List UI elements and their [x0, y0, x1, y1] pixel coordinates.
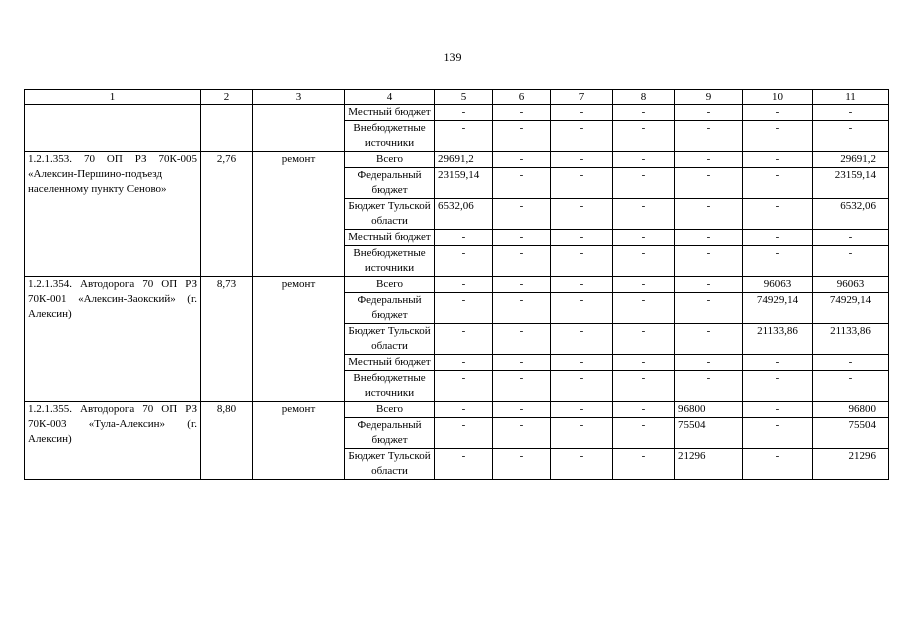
value-cell: -: [551, 105, 613, 121]
value-cell: -: [435, 355, 493, 371]
value-cell: -: [551, 418, 613, 449]
value-cell: -: [743, 121, 813, 152]
value-cell: -: [493, 402, 551, 418]
value-cell: -: [613, 168, 675, 199]
length-km: 8,73: [201, 277, 253, 402]
value-cell: 21296: [675, 449, 743, 480]
value-cell: -: [551, 121, 613, 152]
column-number: 10: [743, 90, 813, 105]
value-cell: -: [675, 355, 743, 371]
value-cell: -: [551, 449, 613, 480]
value-cell: -: [493, 121, 551, 152]
value-cell: -: [551, 199, 613, 230]
column-number: 1: [25, 90, 201, 105]
value-cell: -: [493, 418, 551, 449]
value-cell: -: [613, 402, 675, 418]
funding-source: Внебюджетные источники: [345, 246, 435, 277]
value-cell: -: [551, 246, 613, 277]
work-type: ремонт: [253, 402, 345, 480]
value-cell: 96063: [743, 277, 813, 293]
object-name: 1.2.1.354. Автодорога 70 ОП РЗ 70К-001 «Алексин-Заокский» (г. Алексин): [28, 278, 197, 320]
funding-source: Бюджет Тульской области: [345, 199, 435, 230]
value-cell: -: [551, 230, 613, 246]
work-type: ремонт: [253, 152, 345, 277]
value-cell: 21133,86: [743, 324, 813, 355]
value-cell: -: [613, 105, 675, 121]
value-cell: 6532,06: [813, 199, 889, 230]
value-cell: -: [435, 293, 493, 324]
value-cell: -: [613, 293, 675, 324]
value-cell: -: [613, 152, 675, 168]
value-cell: -: [743, 449, 813, 480]
value-cell: 6532,06: [435, 199, 493, 230]
value-cell: -: [493, 355, 551, 371]
funding-source: Федеральный бюджет: [345, 418, 435, 449]
value-cell: -: [613, 418, 675, 449]
value-cell: 21133,86: [813, 324, 889, 355]
funding-source: Бюджет Тульской области: [345, 449, 435, 480]
funding-source: Бюджет Тульской области: [345, 324, 435, 355]
value-cell: -: [813, 121, 889, 152]
value-cell: -: [493, 199, 551, 230]
value-cell: 74929,14: [743, 293, 813, 324]
work-cell-empty: [253, 105, 345, 152]
value-cell: -: [493, 449, 551, 480]
funding-source: Федеральный бюджет: [345, 168, 435, 199]
value-cell: -: [813, 355, 889, 371]
length-km: 2,76: [201, 152, 253, 277]
value-cell: -: [435, 371, 493, 402]
value-cell: -: [493, 152, 551, 168]
value-cell: -: [813, 246, 889, 277]
table-row: [25, 277, 889, 293]
value-cell: -: [435, 449, 493, 480]
object-name-cell: [25, 277, 201, 402]
value-cell: -: [613, 230, 675, 246]
object-name-cell: [25, 152, 201, 277]
value-cell: 96063: [813, 277, 889, 293]
value-cell: -: [551, 371, 613, 402]
length-cell-empty: [201, 105, 253, 152]
value-cell: -: [435, 402, 493, 418]
value-cell: -: [613, 277, 675, 293]
funding-source: Всего: [345, 402, 435, 418]
funding-source: Федеральный бюджет: [345, 293, 435, 324]
value-cell: -: [743, 230, 813, 246]
value-cell: -: [743, 371, 813, 402]
funding-source: Всего: [345, 152, 435, 168]
value-cell: 96800: [675, 402, 743, 418]
value-cell: -: [813, 371, 889, 402]
table-row: [25, 402, 889, 418]
value-cell: 75504: [675, 418, 743, 449]
value-cell: -: [493, 168, 551, 199]
page-number: 139: [443, 50, 462, 64]
value-cell: -: [551, 152, 613, 168]
column-number: 8: [613, 90, 675, 105]
value-cell: -: [813, 230, 889, 246]
value-cell: -: [675, 324, 743, 355]
value-cell: 29691,2: [813, 152, 889, 168]
value-cell: -: [813, 105, 889, 121]
value-cell: -: [675, 199, 743, 230]
table-row: [25, 152, 889, 168]
value-cell: -: [675, 293, 743, 324]
value-cell: -: [743, 418, 813, 449]
column-number: 3: [253, 90, 345, 105]
value-cell: -: [493, 277, 551, 293]
value-cell: -: [551, 277, 613, 293]
value-cell: 21296: [813, 449, 889, 480]
value-cell: -: [743, 199, 813, 230]
value-cell: -: [435, 246, 493, 277]
value-cell: -: [743, 152, 813, 168]
value-cell: 23159,14: [813, 168, 889, 199]
value-cell: -: [675, 152, 743, 168]
value-cell: -: [613, 449, 675, 480]
value-cell: -: [613, 246, 675, 277]
funding-source: Местный бюджет: [345, 230, 435, 246]
value-cell: -: [613, 355, 675, 371]
column-number: 5: [435, 90, 493, 105]
value-cell: -: [613, 371, 675, 402]
value-cell: -: [493, 230, 551, 246]
value-cell: -: [743, 168, 813, 199]
value-cell: -: [675, 121, 743, 152]
column-number: 6: [493, 90, 551, 105]
funding-source: Всего: [345, 277, 435, 293]
funding-source: Внебюджетные источники: [345, 121, 435, 152]
column-number: 7: [551, 90, 613, 105]
value-cell: -: [551, 402, 613, 418]
value-cell: -: [675, 105, 743, 121]
column-number-row: [25, 90, 889, 105]
value-cell: -: [675, 246, 743, 277]
value-cell: -: [435, 324, 493, 355]
value-cell: -: [743, 105, 813, 121]
value-cell: -: [493, 293, 551, 324]
value-cell: -: [613, 121, 675, 152]
object-name: 1.2.1.355. Автодорога 70 ОП РЗ 70К-003 «Тула-Алексин» (г. Алексин): [28, 403, 197, 445]
value-cell: -: [613, 324, 675, 355]
table-row: [25, 105, 889, 121]
financing-table: [24, 89, 889, 480]
value-cell: -: [551, 293, 613, 324]
funding-source: Местный бюджет: [345, 105, 435, 121]
value-cell: -: [675, 168, 743, 199]
value-cell: 75504: [813, 418, 889, 449]
funding-source: Местный бюджет: [345, 355, 435, 371]
value-cell: -: [435, 230, 493, 246]
value-cell: -: [435, 418, 493, 449]
funding-source: Внебюджетные источники: [345, 371, 435, 402]
value-cell: 23159,14: [435, 168, 493, 199]
value-cell: -: [551, 355, 613, 371]
value-cell: -: [675, 277, 743, 293]
value-cell: 74929,14: [813, 293, 889, 324]
object-name-cell: [25, 402, 201, 480]
value-cell: -: [493, 324, 551, 355]
value-cell: -: [743, 402, 813, 418]
value-cell: -: [551, 168, 613, 199]
object-cell-empty: [25, 105, 201, 152]
value-cell: -: [435, 105, 493, 121]
value-cell: -: [435, 121, 493, 152]
value-cell: 29691,2: [435, 152, 493, 168]
column-number: 2: [201, 90, 253, 105]
value-cell: -: [493, 371, 551, 402]
value-cell: -: [493, 246, 551, 277]
column-number: 9: [675, 90, 743, 105]
value-cell: -: [675, 371, 743, 402]
value-cell: -: [493, 105, 551, 121]
value-cell: -: [613, 199, 675, 230]
value-cell: -: [675, 230, 743, 246]
work-type: ремонт: [253, 277, 345, 402]
value-cell: -: [743, 246, 813, 277]
object-name: 1.2.1.353. 70 ОП РЗ 70К-005 «Алексин-Першино-подъезд населенному пункту Сеново»: [28, 153, 197, 195]
column-number: 4: [345, 90, 435, 105]
column-number: 11: [813, 90, 889, 105]
value-cell: -: [435, 277, 493, 293]
length-km: 8,80: [201, 402, 253, 480]
value-cell: -: [551, 324, 613, 355]
value-cell: -: [743, 355, 813, 371]
value-cell: 96800: [813, 402, 889, 418]
